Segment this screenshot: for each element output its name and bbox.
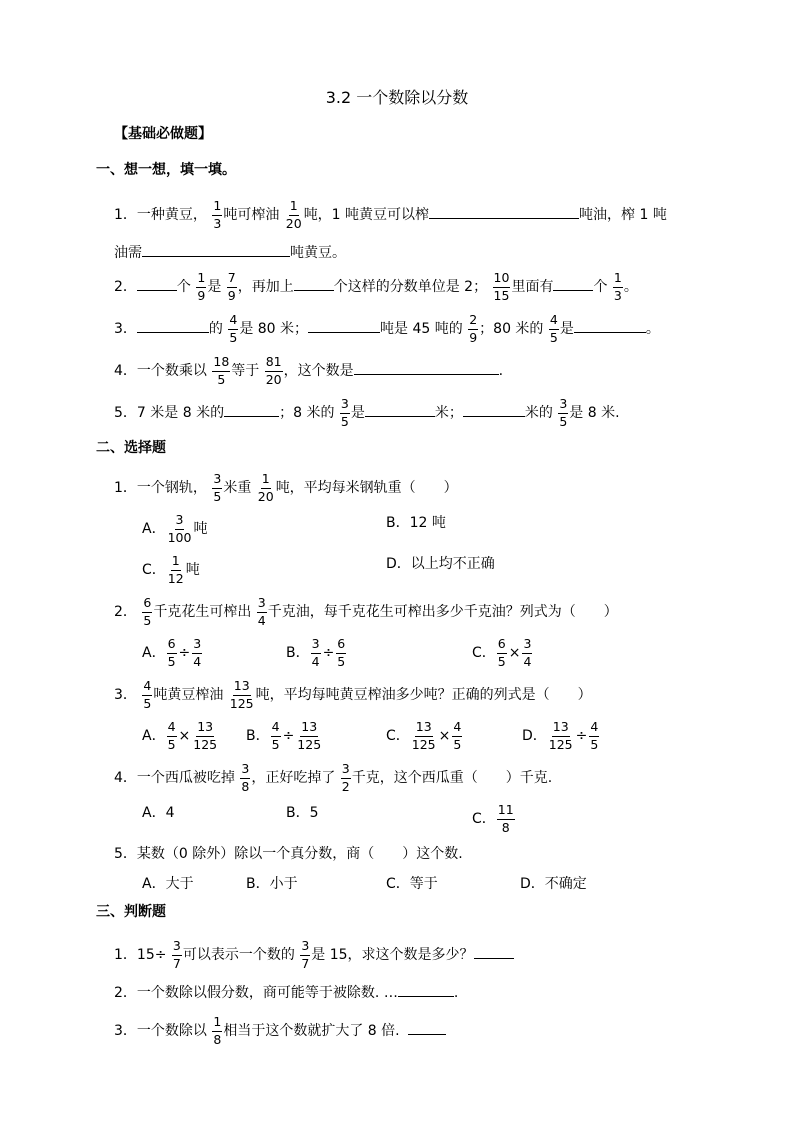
p3-q3: 3．一个数除以 $\frac{1}{8}$ 相当于这个数就扩大了 8 倍. bbox=[114, 1016, 446, 1046]
part3-heading: 三、判断题 bbox=[96, 904, 166, 920]
p1-q1-line1: 1．一种黄豆， $\frac{1}{3}$ 吨可榨油 $\frac{1}{20}$ 吨，1 吨黄豆可以榨 吨油，榨 1 吨 bbox=[114, 198, 667, 231]
p2-q2: 2． $\frac{6}{5}$ 千克花生可榨出 $\frac{3}{4}$ 千克油，每千克花生可榨出多少千克油？列式为（ ） bbox=[114, 595, 618, 628]
fraction: $\frac{1}{12}$ bbox=[167, 553, 184, 586]
fraction: $\frac{81}{20}$ bbox=[265, 354, 282, 387]
p1-q5: 5．7 米是 8 米的 ；8 米的 $\frac{3}{5}$ 是 米； 米的 $\frac{3}{5}$ 是 8 米. bbox=[114, 396, 620, 429]
p2-q1-option-d[interactable]: D．以上均不正确 bbox=[386, 556, 495, 572]
fraction: $\frac{3}{5}$ bbox=[340, 396, 349, 429]
answer-blank[interactable] bbox=[574, 318, 646, 333]
fraction: $\frac{6}{5}$ bbox=[143, 595, 152, 628]
p2-q5-option-d[interactable]: D．不确定 bbox=[520, 876, 587, 892]
p2-q4-option-a[interactable]: A．4 bbox=[142, 805, 175, 821]
fraction: $\frac{3}{4}$ bbox=[523, 636, 532, 669]
answer-blank[interactable] bbox=[365, 402, 435, 417]
p2-q2-option-a[interactable]: A． $\frac{6}{5}$ ÷ $\frac{3}{4}$ bbox=[142, 636, 202, 669]
fraction: $\frac{6}{5}$ bbox=[497, 636, 506, 669]
fraction: $\frac{7}{9}$ bbox=[227, 270, 236, 303]
fraction: $\frac{13}{125}$ bbox=[193, 719, 218, 752]
fraction: $\frac{3}{4}$ bbox=[311, 636, 320, 669]
answer-blank[interactable] bbox=[142, 242, 290, 257]
fraction: $\frac{1}{20}$ bbox=[285, 198, 302, 231]
answer-blank[interactable] bbox=[294, 276, 334, 291]
fraction: $\frac{4}{5}$ bbox=[229, 312, 238, 345]
fraction: $\frac{2}{9}$ bbox=[469, 312, 478, 345]
fraction: $\frac{6}{5}$ bbox=[167, 636, 176, 669]
answer-blank[interactable] bbox=[224, 402, 279, 417]
p3-q2: 2．一个数除以假分数，商可能等于被除数. … . bbox=[114, 982, 458, 1000]
p2-q2-option-b[interactable]: B． $\frac{3}{4}$ ÷ $\frac{6}{5}$ bbox=[286, 636, 346, 669]
p2-q3-option-a[interactable]: A． $\frac{4}{5}$ × $\frac{13}{125}$ bbox=[142, 719, 218, 752]
p2-q3-option-d[interactable]: D． $\frac{13}{125}$ ÷ $\frac{4}{5}$ bbox=[522, 719, 599, 752]
answer-blank[interactable] bbox=[474, 944, 514, 959]
answer-blank[interactable] bbox=[137, 276, 177, 291]
fraction: $\frac{4}{5}$ bbox=[167, 719, 176, 752]
p1-q1-line2: 油需 吨黄豆。 bbox=[114, 242, 346, 260]
fraction: $\frac{13}{125}$ bbox=[548, 719, 573, 752]
fraction: $\frac{1}{3}$ bbox=[213, 198, 222, 231]
p1-q4: 4．一个数乘以 $\frac{18}{5}$ 等于 $\frac{81}{20}$ ，这个数是 . bbox=[114, 354, 504, 387]
fraction: $\frac{1}{20}$ bbox=[257, 471, 274, 504]
p2-q1-option-c[interactable]: C． $\frac{1}{12}$ 吨 bbox=[142, 553, 200, 586]
answer-blank[interactable] bbox=[463, 402, 525, 417]
answer-blank[interactable] bbox=[553, 276, 593, 291]
fraction: $\frac{4}{5}$ bbox=[271, 719, 280, 752]
answer-blank[interactable] bbox=[354, 360, 499, 375]
part2-heading: 二、选择题 bbox=[96, 440, 166, 456]
fraction: $\frac{3}{100}$ bbox=[167, 512, 192, 545]
page-title: 3.2 一个数除以分数 bbox=[325, 88, 469, 107]
fraction: $\frac{3}{7}$ bbox=[301, 938, 310, 971]
answer-blank[interactable] bbox=[308, 318, 380, 333]
answer-blank[interactable] bbox=[408, 1020, 446, 1035]
fraction: $\frac{1}{9}$ bbox=[197, 270, 206, 303]
fraction: $\frac{11}{8}$ bbox=[497, 802, 514, 835]
fraction: $\frac{18}{5}$ bbox=[213, 354, 230, 387]
fraction: $\frac{3}{4}$ bbox=[257, 595, 266, 628]
p1-q2: 2． 个 $\frac{1}{9}$ 是 $\frac{7}{9}$ ，再加上 个这样的分数单位是 2； $\frac{10}{15}$ 里面有 个 $\frac{1}{3}$ 。 bbox=[114, 270, 638, 303]
p1-q3: 3． 的 $\frac{4}{5}$ 是 80 米； 吨是 45 吨的 $\frac{2}{9}$ ；80 米的 $\frac{4}{5}$ 是 。 bbox=[114, 312, 660, 345]
answer-blank[interactable] bbox=[429, 204, 579, 219]
fraction: $\frac{4}{5}$ bbox=[549, 312, 558, 345]
p2-q5-option-a[interactable]: A．大于 bbox=[142, 876, 194, 892]
p2-q5: 5．某数（0 除外）除以一个真分数，商（ ）这个数. bbox=[114, 846, 463, 862]
answer-blank[interactable] bbox=[137, 318, 209, 333]
p2-q2-option-c[interactable]: C． $\frac{6}{5}$ × $\frac{3}{4}$ bbox=[472, 636, 532, 669]
fraction: $\frac{4}{5}$ bbox=[143, 678, 152, 711]
fraction: $\frac{13}{125}$ bbox=[411, 719, 436, 752]
fraction: $\frac{3}{2}$ bbox=[341, 761, 350, 794]
fraction: $\frac{13}{125}$ bbox=[297, 719, 322, 752]
p2-q4: 4．一个西瓜被吃掉 $\frac{3}{8}$ ，正好吃掉了 $\frac{3}{2}$ 千克，这个西瓜重（ ）千克. bbox=[114, 761, 553, 794]
p3-q1: 1．15÷ $\frac{3}{7}$ 可以表示一个数的 $\frac{3}{7}$ 是 15，求这个数是多少？ bbox=[114, 940, 514, 970]
fraction: $\frac{1}{8}$ bbox=[213, 1014, 222, 1047]
p2-q3-option-b[interactable]: B． $\frac{4}{5}$ ÷ $\frac{13}{125}$ bbox=[246, 719, 322, 752]
fraction: $\frac{13}{125}$ bbox=[229, 678, 254, 711]
p2-q3: 3． $\frac{4}{5}$ 吨黄豆榨油 $\frac{13}{125}$ 吨，平均每吨黄豆榨油多少吨？正确的列式是（ ） bbox=[114, 678, 592, 711]
fraction: $\frac{3}{7}$ bbox=[172, 938, 181, 971]
p2-q4-option-b[interactable]: B．5 bbox=[286, 805, 319, 821]
p2-q5-option-b[interactable]: B．小于 bbox=[246, 876, 298, 892]
fraction: $\frac{1}{3}$ bbox=[613, 270, 622, 303]
fraction: $\frac{3}{8}$ bbox=[241, 761, 250, 794]
answer-blank[interactable] bbox=[398, 982, 454, 997]
p2-q1: 1．一个钢轨， $\frac{3}{5}$ 米重 $\frac{1}{20}$ 吨，平均每米钢轨重（ ） bbox=[114, 471, 458, 504]
fraction: $\frac{4}{5}$ bbox=[590, 719, 599, 752]
p2-q5-option-c[interactable]: C．等于 bbox=[386, 876, 438, 892]
section-basic-label: 【基础必做题】 bbox=[114, 126, 212, 142]
fraction: $\frac{3}{4}$ bbox=[193, 636, 202, 669]
fraction: $\frac{6}{5}$ bbox=[337, 636, 346, 669]
p2-q4-option-c[interactable]: C． $\frac{11}{8}$ bbox=[472, 802, 514, 835]
fraction: $\frac{4}{5}$ bbox=[453, 719, 462, 752]
fraction: $\frac{10}{15}$ bbox=[493, 270, 510, 303]
p2-q3-option-c[interactable]: C． $\frac{13}{125}$ × $\frac{4}{5}$ bbox=[386, 719, 462, 752]
fraction: $\frac{3}{5}$ bbox=[213, 471, 222, 504]
part1-heading: 一、想一想，填一填。 bbox=[96, 162, 236, 178]
p2-q1-option-a[interactable]: A． $\frac{3}{100}$ 吨 bbox=[142, 512, 208, 545]
fraction: $\frac{3}{5}$ bbox=[559, 396, 568, 429]
p2-q1-option-b[interactable]: B．12 吨 bbox=[386, 515, 446, 531]
